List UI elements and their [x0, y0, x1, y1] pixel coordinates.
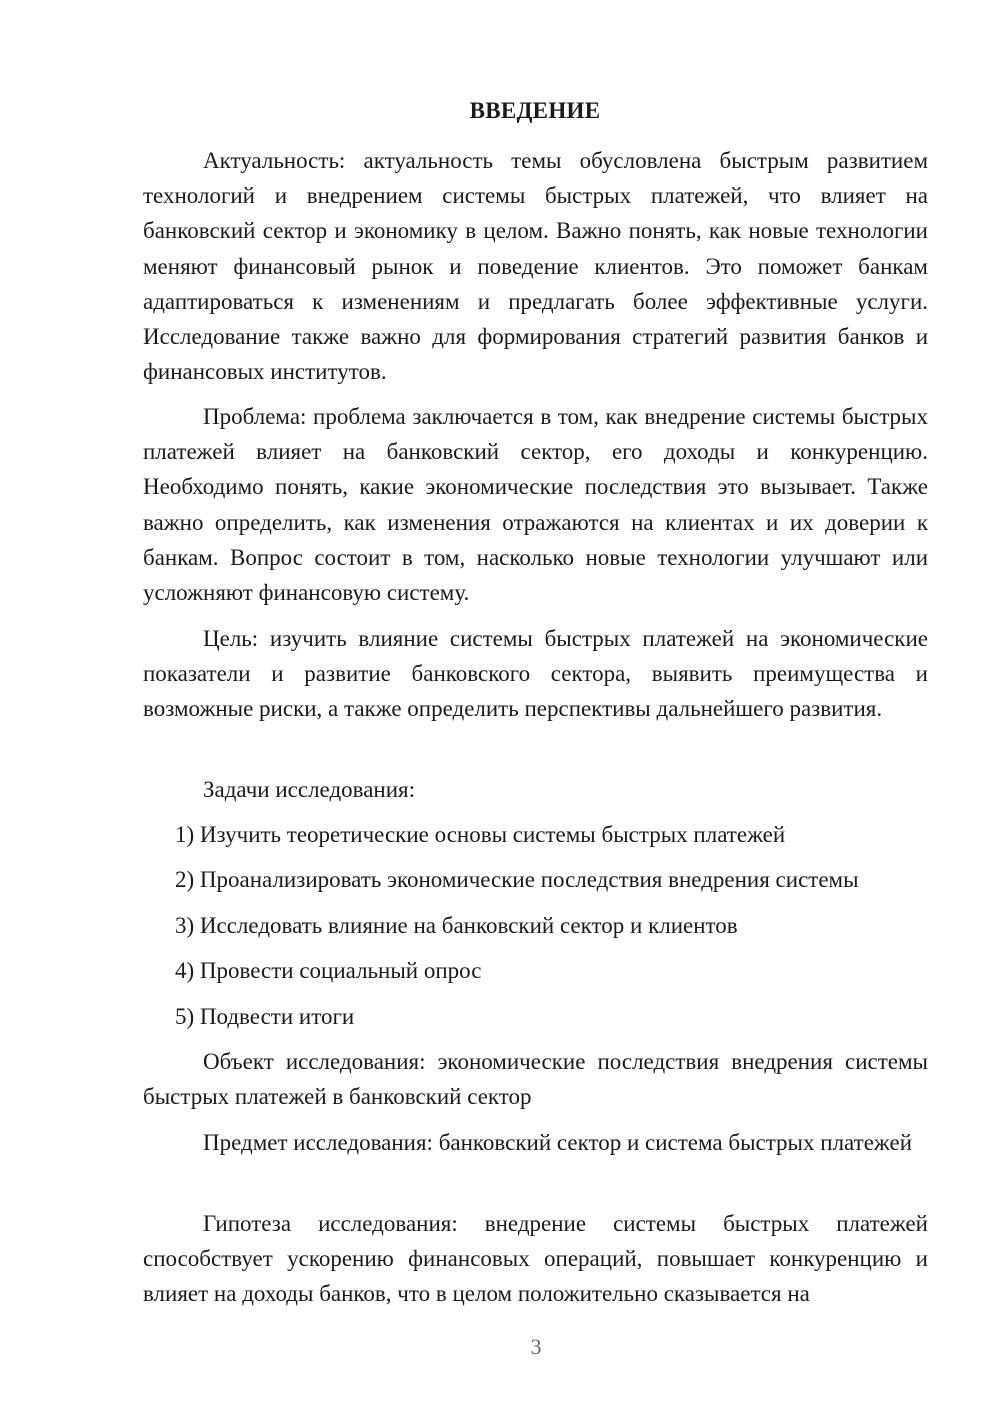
list-item: 2) Проанализировать экономические последствия внедрения системы [175, 867, 859, 892]
paragraph-relevance: Актуальность: актуальность темы обусловлена быстрым развитием технологий и внедрением системы быстрых платежей, что влияет на банковский сектор и экономику в целом. Важно понять, как новые технологии меняют финансовый рынок и поведение клиентов. Это поможет банкам адаптироваться к изменениям и предлагать более эффективные услуги. Исследование также важно для формирования стратегий развития банков и финансовых институтов. [143, 148, 928, 385]
tasks-title: Задачи исследования: [203, 777, 416, 802]
list-item: 1) Изучить теоретические основы системы быстрых платежей [175, 822, 786, 847]
paragraph-object: Объект исследования: экономические последствия внедрения системы быстрых платежей в банковский сектор [143, 1049, 928, 1110]
list-item: 4) Провести социальный опрос [175, 958, 482, 983]
section-heading: ВВЕДЕНИЕ [469, 98, 601, 123]
list-item: 5) Подвести итоги [175, 1004, 355, 1029]
paragraph-hypothesis: Гипотеза исследования: внедрение системы быстрых платежей способствует ускорению финансовых операций, повышает конкуренцию и влияет на доходы банков, что в целом положительно сказывается на [143, 1211, 928, 1307]
page-number: 3 [530, 1334, 542, 1359]
paragraph-goal: Цель: изучить влияние системы быстрых платежей на экономические показатели и развитие банковского сектора, выявить преимущества и возможные риски, а также определить перспективы дальнейшего развития. [143, 626, 928, 722]
paragraph-subject: Предмет исследования: банковский сектор и система быстрых платежей [203, 1130, 913, 1155]
list-item: 3) Исследовать влияние на банковский сектор и клиентов [175, 913, 738, 938]
paragraph-problem: Проблема: проблема заключается в том, как внедрение системы быстрых платежей влияет на банковский сектор, его доходы и конкуренцию. Необходимо понять, какие экономические последствия это вызывает. Также важно определить, как изменения отражаются на клиентах и их доверии к банкам. Вопрос состоит в том, насколько новые технологии улучшают или усложняют финансовую систему. [143, 404, 928, 606]
